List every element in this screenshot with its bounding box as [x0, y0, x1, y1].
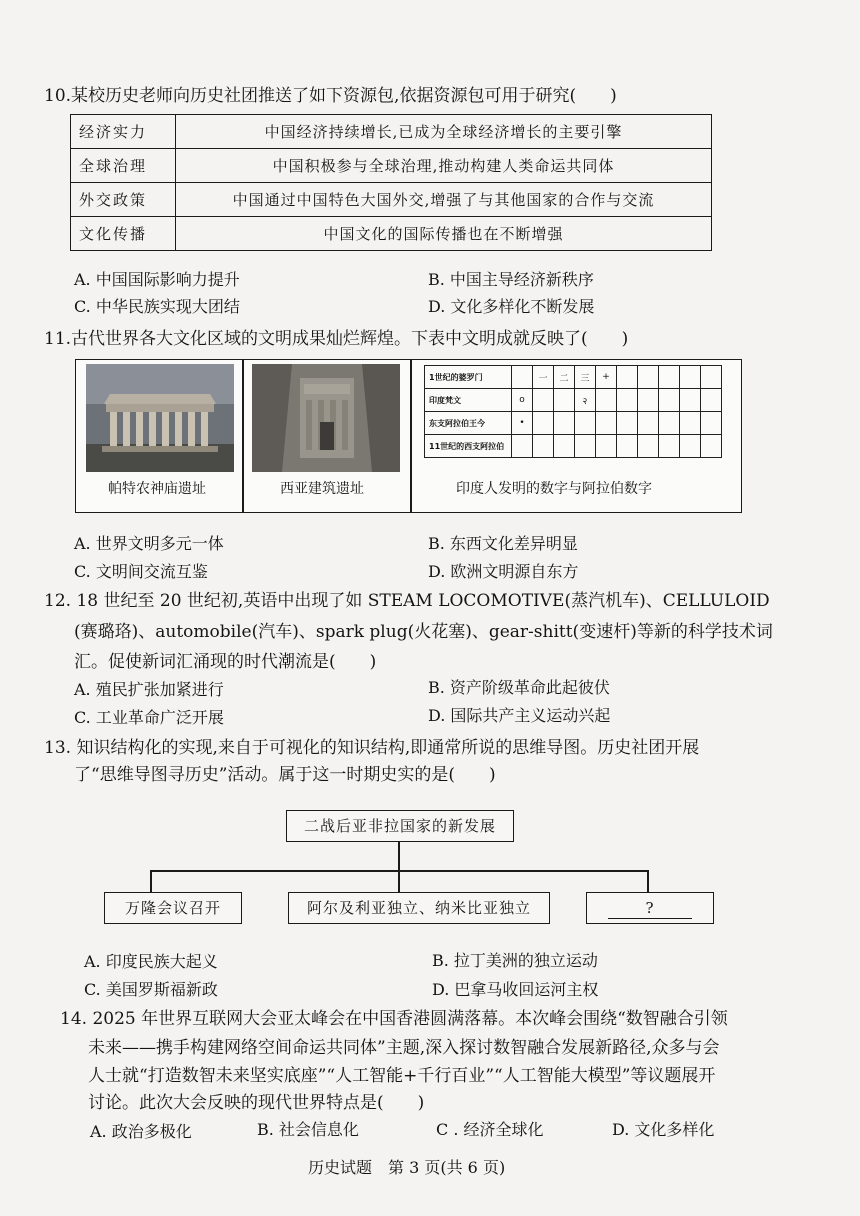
- table-value: 中国文化的国际传播也在不断增强: [176, 217, 712, 251]
- cell: [617, 366, 638, 389]
- mindmap-node-algeria-namibia: 阿尔及利亚独立、纳米比亚独立: [288, 892, 550, 924]
- cell: [638, 366, 659, 389]
- cell: 一: [533, 366, 554, 389]
- table-row: [425, 389, 722, 412]
- cell: +: [596, 366, 617, 389]
- q13-stem-line1: 13. 知识结构化的实现,来自于可视化的知识结构,即通常所说的思维导图。历史社团开展: [44, 738, 700, 758]
- cell: [680, 412, 701, 435]
- q14-stem-line3: 人士就“打造数智未来坚实底座”“人工智能+千行百业”“人工智能大模型”等议题展开: [88, 1066, 716, 1086]
- cell: [680, 435, 701, 458]
- cell: [533, 435, 554, 458]
- q12-stem-line3: 汇。促使新词汇涌现的时代潮流是( ): [74, 652, 377, 672]
- parthenon-photo: [86, 364, 234, 472]
- cell: [554, 389, 575, 412]
- cell: [512, 435, 533, 458]
- q11-stem: 11.古代世界各大文化区域的文明成果灿烂辉煌。下表中文明成就反映了( ): [44, 329, 629, 349]
- caption-parthenon: 帕特农神庙遗址: [108, 481, 206, 497]
- q14-stem-line2: 未来——携手构建网络空间命运共同体”主题,深入探讨数智融合发展新路径,众多与会: [88, 1038, 720, 1058]
- cell: [638, 389, 659, 412]
- q13-stem-line2: 了“思维导图寻历史”活动。属于这一时期史实的是( ): [74, 765, 496, 785]
- cell: [554, 435, 575, 458]
- q11-option-c: C. 文明间交流互鉴: [74, 562, 208, 581]
- q14-option-b: B. 社会信息化: [257, 1120, 359, 1139]
- cell: [596, 412, 617, 435]
- q14-stem-line4: 讨论。此次大会反映的现代世界特点是( ): [88, 1093, 425, 1113]
- cell: [701, 435, 722, 458]
- cell: [533, 412, 554, 435]
- connector: [647, 870, 649, 892]
- table-row: [71, 183, 712, 217]
- q10-option-d: D. 文化多样化不断发展: [428, 297, 595, 316]
- cell: [617, 412, 638, 435]
- q14-option-d: D. 文化多样化: [612, 1120, 715, 1139]
- q12-stem-line2: (赛璐珞)、automobile(汽车)、spark plug(火花塞)、gear-shitt(变速杆)等新的科学技术词: [74, 622, 773, 642]
- cell: 三: [575, 366, 596, 389]
- connector: [398, 842, 400, 870]
- q12-stem-line1: 12. 18 世纪至 20 世纪初,英语中出现了如 STEAM LOCOMOTIVE(蒸汽机车)、CELLULOID: [44, 591, 770, 611]
- table-value: 中国积极参与全球治理,推动构建人类命运共同体: [176, 149, 712, 183]
- q12-option-a: A. 殖民扩张加紧进行: [74, 680, 224, 699]
- q10-option-c: C. 中华民族实现大团结: [74, 297, 240, 316]
- cell: [659, 435, 680, 458]
- cell: [575, 412, 596, 435]
- cell: [596, 389, 617, 412]
- cell: [680, 366, 701, 389]
- q10-option-b: B. 中国主导经济新秩序: [428, 270, 594, 289]
- cell: 二: [554, 366, 575, 389]
- row-label: 印度梵文: [425, 389, 512, 412]
- q13-option-d: D. 巴拿马收回运河主权: [432, 980, 599, 999]
- cell: [596, 435, 617, 458]
- cell: o: [512, 389, 533, 412]
- q11-option-d: D. 欧洲文明源自东方: [428, 562, 579, 581]
- q13-option-b: B. 拉丁美洲的独立运动: [432, 951, 598, 970]
- divider: [410, 360, 412, 512]
- cell: [659, 366, 680, 389]
- cell: २: [575, 389, 596, 412]
- cell: [701, 389, 722, 412]
- divider: [242, 360, 244, 512]
- cell: [554, 412, 575, 435]
- q10-stem: 10.某校历史老师向历史社团推送了如下资源包,依据资源包可用于研究( ): [44, 86, 617, 106]
- page-footer: 历史试题 第 3 页(共 6 页): [308, 1158, 506, 1177]
- connector: [398, 870, 400, 892]
- cell: •: [512, 412, 533, 435]
- table-value: 中国经济持续增长,已成为全球经济增长的主要引擎: [176, 115, 712, 149]
- q10-resource-table: [70, 114, 712, 251]
- mindmap-node-blank: [586, 892, 714, 924]
- table-value: 中国通过中国特色大国外交,增强了与其他国家的合作与交流: [176, 183, 712, 217]
- cell: [659, 389, 680, 412]
- west-asia-ruins-photo: [252, 364, 400, 472]
- cell: [617, 389, 638, 412]
- q14-stem-line1: 14. 2025 年世界互联网大会亚太峰会在中国香港圆满落幕。本次峰会围绕“数智融合引领: [60, 1009, 728, 1029]
- q12-option-b: B. 资产阶级革命此起彼伏: [428, 678, 610, 697]
- q12-option-d: D. 国际共产主义运动兴起: [428, 706, 611, 725]
- mindmap-root: 二战后亚非拉国家的新发展: [286, 810, 514, 842]
- table-row: [71, 115, 712, 149]
- cell: [617, 435, 638, 458]
- table-row: [425, 435, 722, 458]
- table-key: 外交政策: [71, 183, 176, 217]
- blank-answer: ?: [608, 898, 692, 919]
- q11-option-a: A. 世界文明多元一体: [74, 534, 224, 553]
- cell: [701, 412, 722, 435]
- table-row: [71, 149, 712, 183]
- connector: [150, 870, 152, 892]
- q13-option-a: A. 印度民族大起义: [84, 952, 218, 971]
- caption-west-asia: 西亚建筑遗址: [280, 481, 364, 497]
- cell: [638, 412, 659, 435]
- table-row: [71, 217, 712, 251]
- q11-option-b: B. 东西文化差异明显: [428, 534, 578, 553]
- mindmap-node-bandung: 万隆会议召开: [104, 892, 242, 924]
- table-row: [425, 412, 722, 435]
- q12-option-c: C. 工业革命广泛开展: [74, 708, 224, 727]
- q13-option-c: C. 美国罗斯福新政: [84, 980, 218, 999]
- cell: [512, 366, 533, 389]
- table-key: 经济实力: [71, 115, 176, 149]
- table-key: 文化传播: [71, 217, 176, 251]
- cell: [701, 366, 722, 389]
- table-key: 全球治理: [71, 149, 176, 183]
- table-row: [425, 366, 722, 389]
- row-label: 11世纪的西支阿拉伯: [425, 435, 512, 458]
- caption-numerals: 印度人发明的数字与阿拉伯数字: [456, 481, 652, 497]
- q14-option-c: C . 经济全球化: [436, 1120, 544, 1139]
- q14-option-a: A. 政治多极化: [90, 1122, 192, 1141]
- cell: [575, 435, 596, 458]
- cell: [680, 389, 701, 412]
- cell: [638, 435, 659, 458]
- cell: [659, 412, 680, 435]
- row-label: 东支阿拉伯王今: [425, 412, 512, 435]
- q11-figure-strip: [75, 359, 742, 513]
- numeral-table: [424, 365, 722, 458]
- cell: [533, 389, 554, 412]
- row-label: 1世纪的婆罗门: [425, 366, 512, 389]
- q10-option-a: A. 中国国际影响力提升: [74, 270, 240, 289]
